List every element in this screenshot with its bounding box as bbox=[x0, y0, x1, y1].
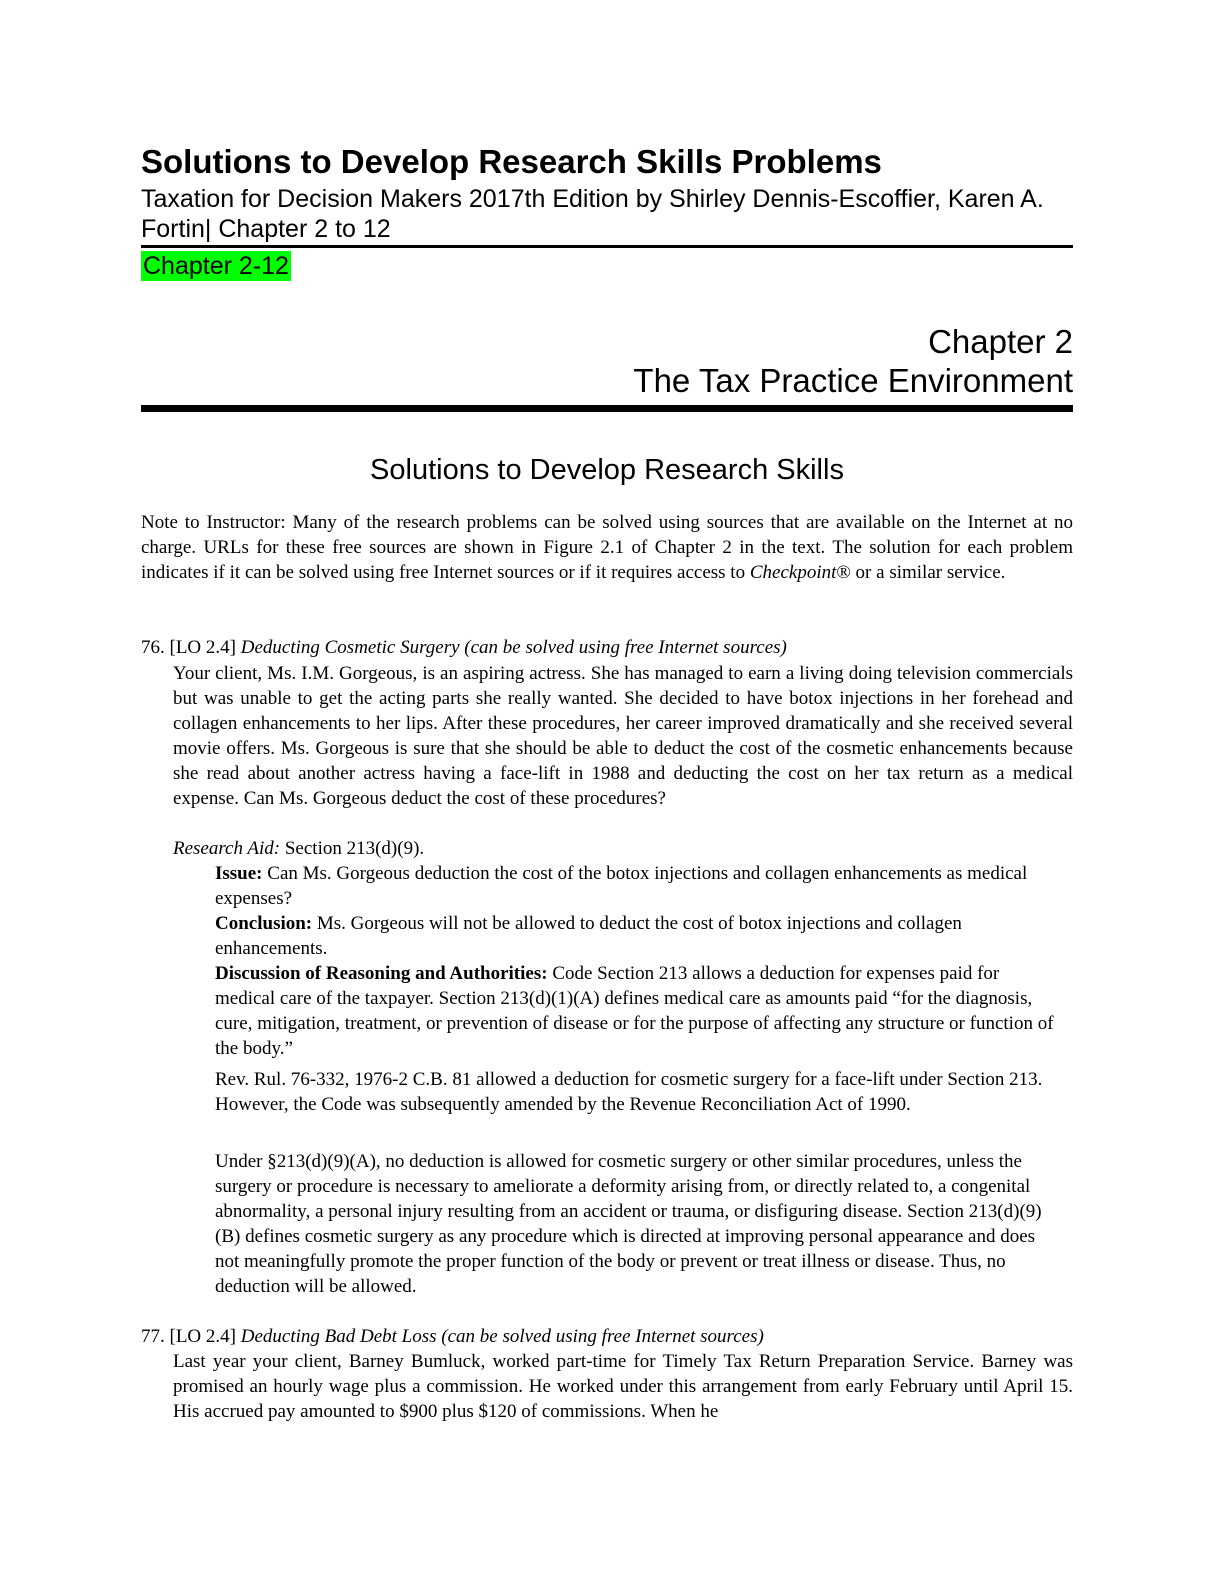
problem-number: 76. bbox=[141, 637, 165, 658]
problem-76-text: Your client, Ms. I.M. Gorgeous, is an aspiring actress. She has managed to earn a living doing television commercials but was unable to get the acting parts she really wanted. She decided to have botox injections in her forehead and collagen enhancements to her lips. After these procedures, her career improved dramatically and she received several movie offers. Ms. Gorgeous is sure that she should be able to deduct the cost of the cosmetic enhancements because she read about another actress having a face-lift in 1988 and deducting the cost on her tax return as a medical expense. Can Ms. Gorgeous deduct the cost of these procedures? bbox=[173, 663, 1073, 809]
issue-block bbox=[215, 861, 1055, 911]
problem-number: 77. bbox=[141, 1326, 165, 1347]
chapter-divider bbox=[141, 405, 1073, 412]
problem-77-heading bbox=[141, 1324, 764, 1349]
issue-text: Can Ms. Gorgeous deduction the cost of the botox injections and collagen enhancements as medical expenses? bbox=[215, 863, 1028, 909]
note-text: Note to Instructor: Many of the research problems can be solved using sources that are available on the Internet at no charge. URLs for these free sources are shown in Figure 2.1 of Chapter 2 in the text. The solution for each problem indicates if it can be solved using free Internet sources or if it requires access to bbox=[141, 512, 1073, 583]
problem-lo: [LO 2.4] bbox=[169, 637, 236, 658]
note-product-name: Checkpoint bbox=[749, 562, 837, 583]
conclusion-text: Ms. Gorgeous will not be allowed to deduct the cost of botox injections and collagen enhancements. bbox=[215, 913, 962, 959]
title-divider bbox=[141, 245, 1073, 248]
instructor-note bbox=[141, 510, 1073, 585]
problem-76-heading bbox=[141, 635, 787, 660]
conclusion-label: Conclusion: bbox=[215, 913, 313, 934]
chapter-range-highlight: Chapter 2-12 bbox=[143, 252, 289, 280]
chapter-number: Chapter 2 bbox=[928, 323, 1073, 360]
conclusion-block bbox=[215, 911, 1055, 961]
discussion-block bbox=[215, 961, 1055, 1061]
discussion-text: Code Section 213 allows a deduction for expenses paid for medical care of the taxpayer. Section 213(d)(1)(A) defines medical care as amounts paid “for the diagnosis, cure, mitigation, treatment, or prevention of disease or for the purpose of affecting any structure or function of the body.” bbox=[215, 963, 1054, 1059]
problem-77-text: Last year your client, Barney Bumluck, worked part-time for Timely Tax Return Preparation Service. Barney was promised an hourly wage plus a commission. He worked under this arrangement from early February until April 15. His accrued pay amounted to $900 plus $120 of commissions. When he bbox=[173, 1351, 1073, 1422]
discussion-paragraph-3: Under §213(d)(9)(A), no deduction is allowed for cosmetic surgery or other similar procedures, unless the surgery or procedure is necessary to ameliorate a deformity arising from, or directly related to, a congenital abnormality, a personal injury resulting from an accident or trauma, or disfiguring disease. Section 213(d)(9)(B) defines cosmetic surgery as any procedure which is directed at improving personal appearance and does not meaningfully promote the proper function of the body or prevent or treat illness or disease. Thus, no deduction will be allowed. bbox=[215, 1151, 1042, 1297]
document-subtitle: Taxation for Decision Makers 2017th Edition by Shirley Dennis-Escoffier, Karen A. Fortin| Chapter 2 to 12 bbox=[141, 185, 1044, 243]
research-aid-label: Research Aid: bbox=[173, 838, 281, 859]
problem-title: Deducting Bad Debt Loss (can be solved using free Internet sources) bbox=[240, 1326, 764, 1347]
problem-lo: [LO 2.4] bbox=[169, 1326, 236, 1347]
research-aid bbox=[173, 836, 424, 861]
document-title: Solutions to Develop Research Skills Problems bbox=[141, 143, 882, 180]
chapter-name: The Tax Practice Environment bbox=[633, 362, 1073, 399]
research-aid-value: Section 213(d)(9). bbox=[280, 838, 425, 859]
problem-title: Deducting Cosmetic Surgery (can be solved using free Internet sources) bbox=[240, 637, 787, 658]
section-title: Solutions to Develop Research Skills bbox=[370, 454, 844, 486]
note-text-end: ® or a similar service. bbox=[836, 562, 1006, 583]
issue-label: Issue: bbox=[215, 863, 263, 884]
discussion-label: Discussion of Reasoning and Authorities: bbox=[215, 963, 548, 984]
discussion-paragraph-2: Rev. Rul. 76-332, 1976-2 C.B. 81 allowed a deduction for cosmetic surgery for a face-lift under Section 213. However, the Code was subsequently amended by the Revenue Reconciliation Act of 1990. bbox=[215, 1069, 1043, 1115]
